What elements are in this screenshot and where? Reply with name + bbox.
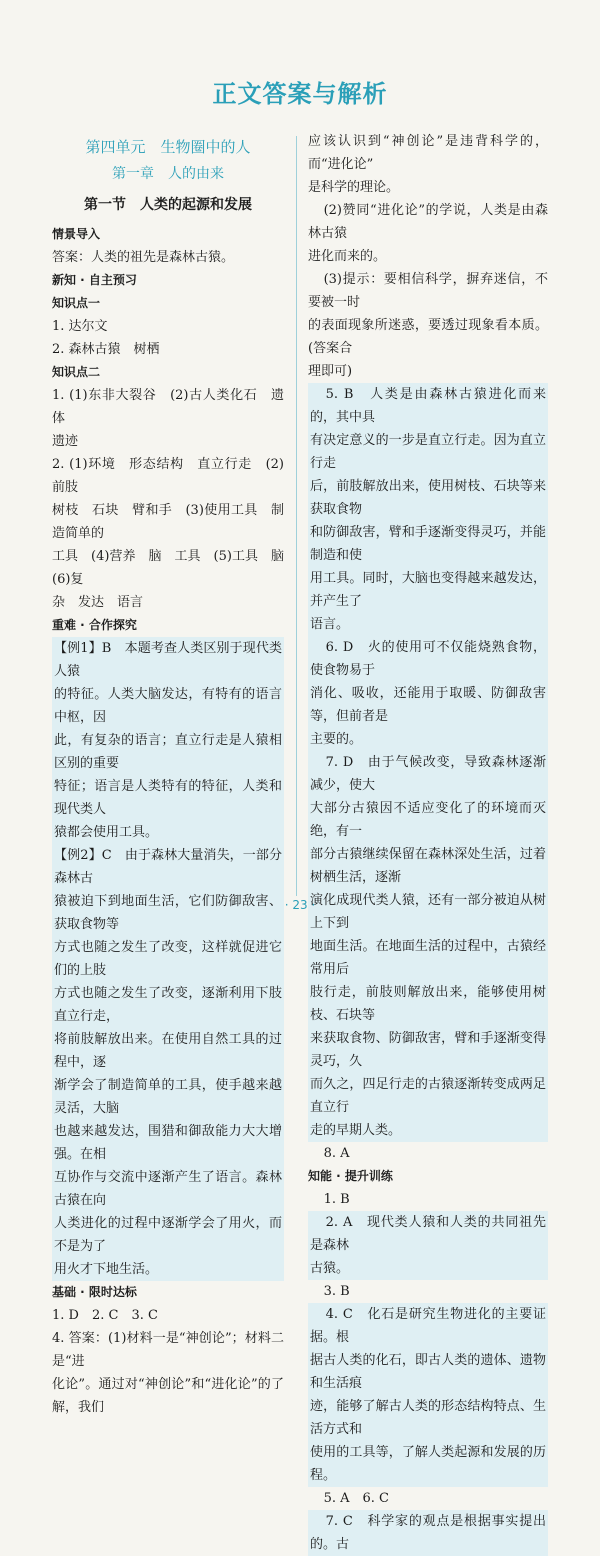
- text-line: 猿都会使用工具。: [52, 821, 284, 844]
- text-line: 5. A 6. C: [323, 1491, 390, 1506]
- text-line: 特征；语言是人类特有的特征，人类和现代类人: [52, 775, 284, 821]
- text-line: 进化而来的。: [308, 249, 387, 264]
- subsection-label: 情景导入: [52, 227, 101, 241]
- text-line: 来获取食物、防御敌害，臂和手逐渐变得灵巧，久: [308, 1027, 548, 1073]
- text-line: 而久之，四足行走的古猿逐渐转变成两足直立行: [308, 1073, 548, 1119]
- text-line: 7. D 由于气候改变，导致森林逐渐减少，使大: [308, 751, 548, 797]
- text-line: 后，前肢解放出来，使用树枝、石块等来获取食物: [308, 475, 548, 521]
- text-line: 2. (1)环境 形态结构 直立行走 (2)前肢: [52, 457, 284, 495]
- text-line: 5. B 人类是由森林古猿进化而来的，其中具: [308, 383, 548, 429]
- text-line: 理即可): [308, 364, 353, 379]
- text-line: 的特征。人类大脑发达，有特有的语言中枢，因: [52, 683, 284, 729]
- text-line: 【例1】B 本题考查人类区别于现代类人猿: [52, 637, 284, 683]
- text-line: 语言。: [308, 613, 548, 636]
- subsection-label: 重难 · 合作探究: [52, 618, 137, 632]
- page-title: 正文答案与解析: [212, 80, 388, 108]
- text-line: 是科学的理论。: [308, 180, 400, 195]
- section-heading: 第一节 人类的起源和发展: [84, 197, 252, 213]
- text-line: 将前肢解放出来。在使用自然工具的过程中，逐: [52, 1028, 284, 1074]
- left-column: [52, 130, 298, 1419]
- text-line: 走的早期人类。: [308, 1119, 548, 1142]
- text-line: 此，有复杂的语言；直立行走是人猿相区别的重要: [52, 729, 284, 775]
- text-line: 化论”。通过对“神创论”和“进化论”的了解，我们: [52, 1377, 284, 1415]
- chapter-heading: 第一章 人的由来: [112, 166, 224, 182]
- column-divider: [296, 136, 297, 896]
- text-line: 树枝 石块 臂和手 (3)使用工具 制造简单的: [52, 503, 284, 541]
- text-line: 方式也随之发生了改变，这样就促进它们的上肢: [52, 936, 284, 982]
- text-line: 8. A: [323, 1146, 350, 1161]
- text-line: 迹，能够了解古人类的形态结构特点、生活方式和: [308, 1395, 548, 1441]
- left-text-block: [52, 223, 298, 1419]
- text-line: 消化、吸收，还能用于取暖、防御敌害等，但前者是: [308, 682, 548, 728]
- subsection-label: 基础 · 限时达标: [52, 1285, 137, 1299]
- text-line: 1. (1)东非大裂谷 (2)古人类化石 遗体: [52, 388, 284, 426]
- text-line: 3. B: [323, 1284, 350, 1299]
- text-line: (3)提示：要相信科学，摒弃迷信，不要被一时: [308, 272, 548, 310]
- text-line: 主要的。: [308, 728, 548, 751]
- subsection-label: 知识点二: [52, 365, 101, 379]
- page-number: · 23 ·: [284, 898, 316, 912]
- text-line: 部分古猿继续保留在森林深处生活，过着树栖生活，逐渐: [308, 843, 548, 889]
- text-line: 用火才下地生活。: [52, 1258, 284, 1281]
- text-line: 2. 森林古猿 树栖: [52, 342, 160, 357]
- text-line: 渐学会了制造简单的工具，使手越来越灵活，大脑: [52, 1074, 284, 1120]
- text-line: 杂 发达 语言: [52, 595, 144, 610]
- text-line: 据古人类的化石，即古人类的遗体、遗物和生活痕: [308, 1349, 548, 1395]
- text-line: 答案：人类的祖先是森林古猿。: [52, 250, 235, 265]
- text-line: 【例2】C 由于森林大量消失，一部分森林古: [52, 844, 284, 890]
- text-line: 1. D 2. C 3. C: [52, 1308, 158, 1323]
- subsection-label: 新知 · 自主预习: [52, 273, 137, 287]
- text-line: 7. C 科学家的观点是根据事实提出的。古: [308, 1510, 548, 1556]
- text-line: 应该认识到“神创论”是违背科学的，而“进化论”: [308, 134, 548, 172]
- text-line: 1. B: [323, 1192, 350, 1207]
- text-line: 遗迹: [52, 434, 79, 449]
- text-line: 4. C 化石是研究生物进化的主要证据。根: [308, 1303, 548, 1349]
- text-line: 和防御敌害，臂和手逐渐变得灵巧，并能制造和使: [308, 521, 548, 567]
- text-line: 大部分古猿因不适应变化了的环境而灭绝，有一: [308, 797, 548, 843]
- subsection-label: 知能 · 提升训练: [308, 1169, 393, 1183]
- text-line: 6. D 火的使用可不仅能烧熟食物，使食物易于: [308, 636, 548, 682]
- right-text-block: [308, 130, 548, 1556]
- text-line: 古猿。: [308, 1257, 548, 1280]
- text-line: 有决定意义的一步是直立行走。因为直立行走: [308, 429, 548, 475]
- text-line: 地面生活。在地面生活的过程中，古猿经常用后: [308, 935, 548, 981]
- unit-heading: 第四单元 生物圈中的人: [85, 138, 251, 156]
- text-line: 1. 达尔文: [52, 319, 108, 334]
- text-line: (2)赞同“进化论”的学说，人类是由森林古猿: [308, 203, 548, 241]
- text-line: 肢行走，前肢则解放出来，能够使用树枝、石块等: [308, 981, 548, 1027]
- text-line: 互协作与交流中逐渐产生了语言。森林古猿在向: [52, 1166, 284, 1212]
- text-line: 也越来越发达，围猎和御敌能力大大增强。在相: [52, 1120, 284, 1166]
- text-line: 人类进化的过程中逐渐学会了用火，而不是为了: [52, 1212, 284, 1258]
- text-line: 使用的工具等，了解人类起源和发展的历程。: [308, 1441, 548, 1487]
- text-line: 演化成现代类人猿，还有一部分被迫从树上下到: [308, 889, 548, 935]
- text-line: 方式也随之发生了改变，逐渐利用下肢直立行走，: [52, 982, 284, 1028]
- text-line: 4. 答案：(1)材料一是“神创论”；材料二是“进: [52, 1331, 284, 1369]
- text-line: 的表面现象所迷惑，要透过现象看本质。(答案合: [308, 318, 548, 356]
- text-line: 2. A 现代类人猿和人类的共同祖先是森林: [308, 1211, 548, 1257]
- text-line: 用工具。同时，大脑也变得越来越发达，并产生了: [308, 567, 548, 613]
- subsection-label: 知识点一: [52, 296, 101, 310]
- text-line: 工具 (4)营养 脑 工具 (5)工具 脑 (6)复: [52, 549, 298, 587]
- right-column: [308, 130, 548, 1556]
- text-line: 猿被迫下到地面生活，它们防御敌害、获取食物等: [52, 890, 284, 936]
